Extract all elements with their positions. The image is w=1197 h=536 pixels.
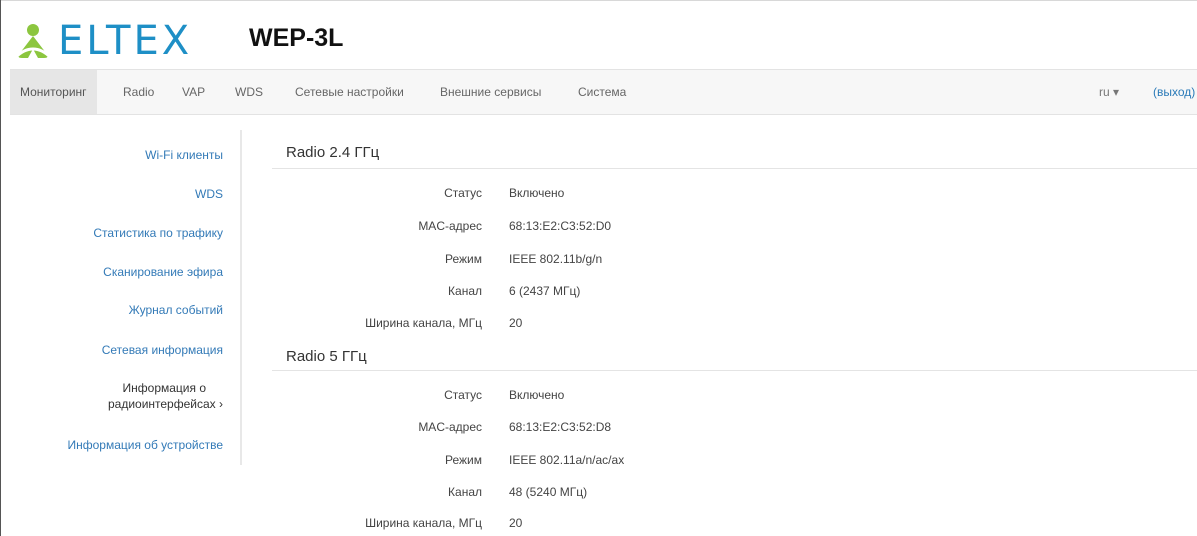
window-top-border xyxy=(0,0,1197,1)
logo-text: ELTEX xyxy=(58,18,193,64)
field-label-channel-width: Ширина канала, МГц xyxy=(365,516,482,530)
field-label-status: Статус xyxy=(444,186,482,200)
field-value-mode: IEEE 802.11b/g/n xyxy=(509,252,603,266)
field-value-mode: IEEE 802.11a/n/ac/ax xyxy=(509,453,625,467)
field-label-mode: Режим xyxy=(445,252,482,266)
eltex-logo xyxy=(14,20,192,62)
field-value-channel: 48 (5240 МГц) xyxy=(509,485,588,499)
field-label-channel: Канал xyxy=(448,284,482,298)
sidebar-item-device-info[interactable]: Информация об устройстве xyxy=(67,438,223,452)
sidebar-item-air-scan[interactable]: Сканирование эфира xyxy=(103,265,223,279)
field-label-mac: MAC-адрес xyxy=(418,420,482,434)
tab-radio[interactable]: Radio xyxy=(123,85,155,99)
device-model-title: WEP-3L xyxy=(249,24,344,52)
sidebar-item-radio-info[interactable]: Информация о xyxy=(122,381,206,395)
field-label-mac: MAC-адрес xyxy=(418,219,482,233)
sidebar-item-event-log[interactable]: Журнал событий xyxy=(128,303,223,317)
field-label-channel: Канал xyxy=(448,485,482,499)
section-divider xyxy=(272,370,1197,371)
field-value-channel-width: 20 xyxy=(509,516,523,530)
field-value-channel: 6 (2437 МГц) xyxy=(509,284,581,298)
field-value-mac: 68:13:E2:C3:52:D8 xyxy=(509,420,612,434)
field-label-mode: Режим xyxy=(445,453,482,467)
field-label-status: Статус xyxy=(444,388,482,402)
logout-link[interactable]: (выход) xyxy=(1153,85,1196,99)
tab-wds[interactable]: WDS xyxy=(235,85,263,99)
main-nav xyxy=(10,69,1197,115)
field-value-channel-width: 20 xyxy=(509,316,523,330)
tab-system[interactable]: Система xyxy=(578,85,627,99)
sidebar-item-network-info[interactable]: Сетевая информация xyxy=(101,343,223,357)
tab-network-settings[interactable]: Сетевые настройки xyxy=(295,85,404,99)
sidebar-item-radio-info-line2[interactable]: радиоинтерфейсах › xyxy=(107,397,223,411)
field-value-status: Включено xyxy=(509,388,565,402)
section-title-radio-5: Radio 5 ГГц xyxy=(286,348,367,365)
field-value-status: Включено xyxy=(509,186,565,200)
section-divider xyxy=(272,168,1197,169)
tab-vap[interactable]: VAP xyxy=(182,85,206,99)
sidebar-item-wds[interactable]: WDS xyxy=(195,187,223,201)
tab-monitoring[interactable]: Мониторинг xyxy=(10,70,97,114)
eltex-logo-icon xyxy=(14,23,52,59)
sidebar-item-traffic-stats[interactable]: Статистика по трафику xyxy=(93,226,223,240)
field-label-channel-width: Ширина канала, МГц xyxy=(365,316,482,330)
field-value-mac: 68:13:E2:C3:52:D0 xyxy=(509,219,612,233)
sidebar-item-wifi-clients[interactable]: Wi-Fi клиенты xyxy=(145,148,223,162)
tab-external-services[interactable]: Внешние сервисы xyxy=(440,85,542,99)
sidebar xyxy=(0,130,242,465)
section-title-radio-24: Radio 2.4 ГГц xyxy=(286,144,380,161)
language-dropdown[interactable]: ru ▾ xyxy=(1099,85,1120,99)
